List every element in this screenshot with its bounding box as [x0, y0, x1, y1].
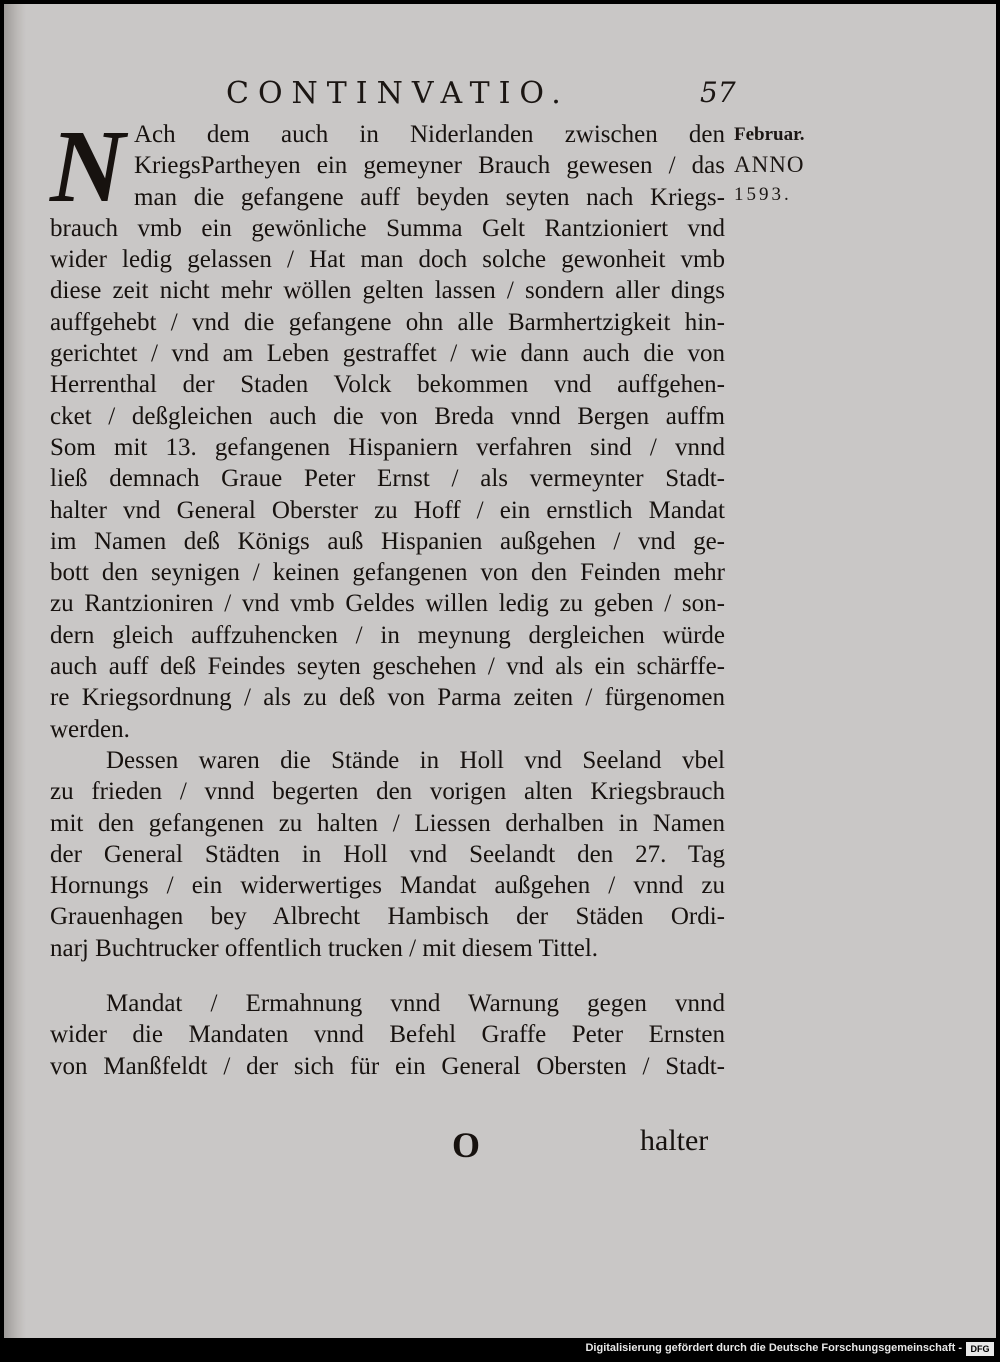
page-number: 57: [700, 76, 736, 109]
text-line: der General Städten in Holl vnd Seelandt den 27. Tag: [50, 840, 725, 868]
paragraph-spacer: [50, 964, 725, 988]
text-line: auffgehebt / vnd die gefangene ohn alle Barmhertzigkeit hin-: [50, 308, 725, 336]
text-line: mit den gefangenen zu halten / Liessen derhalben in Namen: [50, 809, 725, 837]
book-page: [4, 4, 996, 1338]
text-line: ließ demnach Graue Peter Ernst / als vermeynter Stadt-: [50, 465, 725, 493]
text-line: wider ledig gelassen / Hat man doch solche gewonheit vmb: [50, 246, 725, 274]
margin-note-year: 1593.: [734, 184, 792, 205]
text-line: werden.: [50, 715, 130, 743]
text-line: dern gleich auffzuhencken / in meynung dergleichen würde: [50, 621, 725, 649]
footer-bar: [0, 1338, 1000, 1362]
text-line: Ach dem auch in Niderlanden zwischen den: [134, 121, 725, 148]
paragraph-3: [50, 988, 725, 1082]
text-line: auch auff deß Feindes seyten geschehen / vnd als ein schärffe-: [50, 653, 725, 681]
main-text: [50, 109, 725, 1082]
running-head: CONTINVATIO.: [226, 76, 570, 111]
text-line: Mandat / Ermahnung vnnd Warnung gegen vnnd: [106, 990, 725, 1018]
text-line: Dessen waren die Stände in Holl vnd Seeland vbel: [106, 746, 725, 774]
text-line: im Namen deß Königs auß Hispanien außgehen / vnd ge-: [50, 527, 725, 555]
text-line: wider die Mandaten vnnd Befehl Graffe Peter Ernsten: [50, 1021, 725, 1049]
page-header: [4, 76, 996, 116]
page-foot: [4, 1124, 996, 1174]
text-line: Grauenhagen bey Albrecht Hambisch der Städen Ordi-: [50, 903, 725, 931]
paragraph-2: [50, 745, 725, 964]
text-line: Hornungs / ein widerwertiges Mandat außgehen / vnnd zu: [50, 872, 725, 900]
dfg-logo-icon: DFG: [966, 1342, 994, 1356]
text-line: Som mit 13. gefangenen Hispaniern verfahren sind / vnnd: [50, 433, 725, 461]
text-line: von Manßfeldt / der sich für ein General Obersten / Stadt-: [50, 1052, 725, 1080]
text-line: halter vnd General Oberster zu Hoff / ein ernstlich Mandat: [50, 496, 725, 524]
signature-mark: O: [452, 1125, 481, 1165]
text-line: zu Rantzioniren / vnd vmb Geldes willen ledig zu geben / son-: [50, 590, 725, 618]
text-line: diese zeit nicht mehr wöllen gelten lassen / sondern aller dings: [50, 277, 725, 305]
text-line: zu frieden / vnnd begerten den vorigen alten Kriegsbrauch: [50, 778, 725, 806]
text-line: brauch vmb ein gewönliche Summa Gelt Rantzioniert vnd: [50, 214, 725, 242]
catchword: halter: [640, 1124, 709, 1157]
text-line: cket / deßgleichen auch die von Breda vnnd Bergen auffm: [50, 402, 725, 430]
paragraph-1: [50, 109, 725, 745]
text-line: KriegsPartheyen ein gemeyner Brauch gewesen / das: [134, 152, 725, 180]
margin-note-month: Februar.: [734, 124, 805, 145]
text-line: re Kriegsordnung / als zu deß von Parma zeiten / fürgenomen: [50, 684, 725, 712]
dropcap-initial: N: [50, 109, 126, 224]
margin-note-anno: ANNO: [734, 152, 805, 177]
text-line: man die gefangene auff beyden seyten nach Kriegs-: [134, 183, 725, 211]
text-line: bott den seynigen / keinen gefangenen von den Feinden mehr: [50, 559, 725, 587]
text-line: gerichtet / vnd am Leben gestraffet / wie dann auch die von: [50, 340, 725, 368]
funding-credit: Digitalisierung gefördert durch die Deutsche Forschungsgemeinschaft -: [585, 1342, 962, 1354]
margin-note: [734, 120, 844, 210]
text-line: Herrenthal der Staden Volck bekommen vnd auffgehen-: [50, 371, 725, 399]
text-line: narj Buchtrucker offentlich trucken / mit diesem Tittel.: [50, 934, 599, 962]
